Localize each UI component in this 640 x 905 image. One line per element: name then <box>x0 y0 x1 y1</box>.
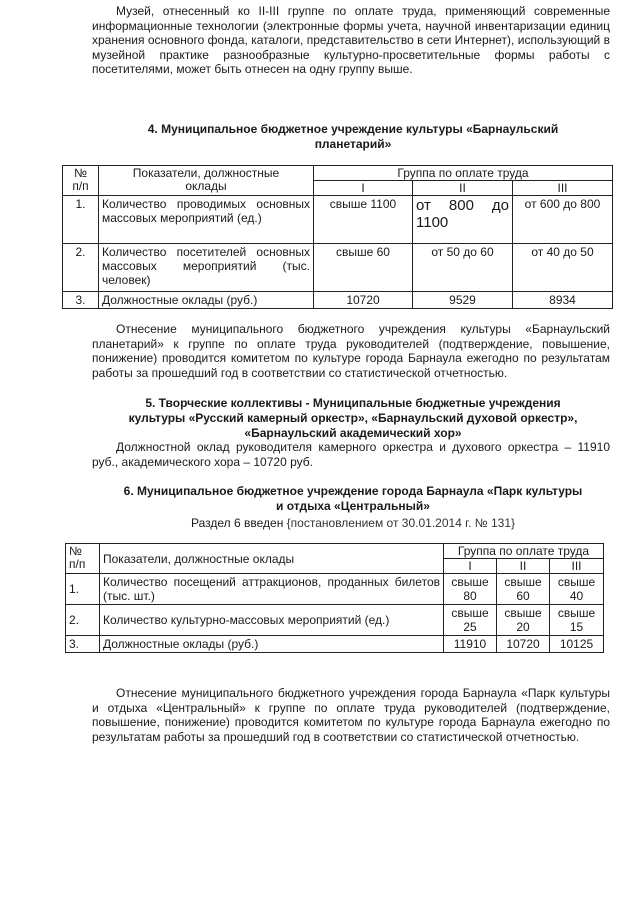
section5-text: Должностной оклад руководителя камерного оркестра и духового оркестра – 11910 руб., академического хора – 10720 руб. <box>92 440 610 469</box>
section5-title: 5. Творческие коллективы - Муниципальные бюджетные учреждения культуры «Русский камерный оркестр», «Барнаульский духовой оркестр», «Барнаульский академический хор» <box>128 396 578 440</box>
section6-subtitle: Раздел 6 введен {постановлением от 30.01.2014 г. № 131} <box>190 516 515 530</box>
table-header-row <box>66 544 604 559</box>
header-indicator: Показатели, должностные оклады <box>99 166 314 196</box>
header-num: № п/п <box>63 166 99 196</box>
table-row: 2. Количество культурно-массовых мероприятий (ед.) свыше 25 свыше 20 свыше 15 <box>66 605 604 636</box>
table-row: 1. Количество проводимых основных массовых мероприятий (ед.) свыше 1100 от 800 до 1100 от 600 до 800 <box>63 196 613 244</box>
section4-title: 4. Муниципальное бюджетное учреждение культуры «Барнаульский планетарий» <box>147 122 559 151</box>
intro-paragraph: Музей, отнесенный ко II-III группе по оплате труда, применяющий современные информационные технологии (электронные формы учета, научной инвентаризации единиц хранения основного фонда, каталоги, представительство в сети Интернет), использующий в музейной практике разнообразные культурно-просветительные формы работы с посетителями, может быть отнесен на одну группу выше. <box>92 4 610 76</box>
section6-note: Отнесение муниципального бюджетного учреждения города Барнаула «Парк культуры и отдыха «Центральный» к группе по оплате труда руководителей (подтверждение, повышение, понижение) проводится комитетом по культуре города Барнаула ежегодно по результатам работы за прошедший год в соответствии со статистической отчетностью. <box>92 686 610 744</box>
header-group-1: I <box>314 181 413 196</box>
section4-table <box>62 165 613 309</box>
table-header-row <box>63 166 613 181</box>
table-row: 3. Должностные оклады (руб.) 11910 10720 10125 <box>66 636 604 653</box>
header-group-2: II <box>413 181 513 196</box>
header-group-3: III <box>550 559 604 574</box>
section6-table <box>65 543 604 653</box>
header-group: Группа по оплате труда <box>314 166 613 181</box>
section6-title: 6. Муниципальное бюджетное учреждение города Барнаула «Парк культуры и отдыха «Центральный» <box>123 484 583 513</box>
header-group-3: III <box>513 181 613 196</box>
table-row: 1. Количество посещений аттракционов, проданных билетов (тыс. шт.) свыше 80 свыше 60 свыше 40 <box>66 574 604 605</box>
amendment-link[interactable]: {постановлением от 30.01.2014 г. № 131} <box>286 516 515 530</box>
table-row: 2. Количество посетителей основных массовых мероприятий (тыс. человек) свыше 60 от 50 до 60 от 40 до 50 <box>63 244 613 292</box>
header-group-1: I <box>444 559 497 574</box>
header-indicator: Показатели, должностные оклады <box>100 544 444 574</box>
header-num: № п/п <box>66 544 100 574</box>
section4-note: Отнесение муниципального бюджетного учреждения культуры «Барнаульский планетарий» к группе по оплате труда руководителей (подтверждение, повышение, понижение) проводится комитетом по культуре города Барнаула ежегодно по результатам работы за прошедший год в соответствии со статистической отчетностью. <box>92 322 610 380</box>
header-group-2: II <box>497 559 550 574</box>
table-row: 3. Должностные оклады (руб.) 10720 9529 8934 <box>63 292 613 309</box>
header-group: Группа по оплате труда <box>444 544 604 559</box>
